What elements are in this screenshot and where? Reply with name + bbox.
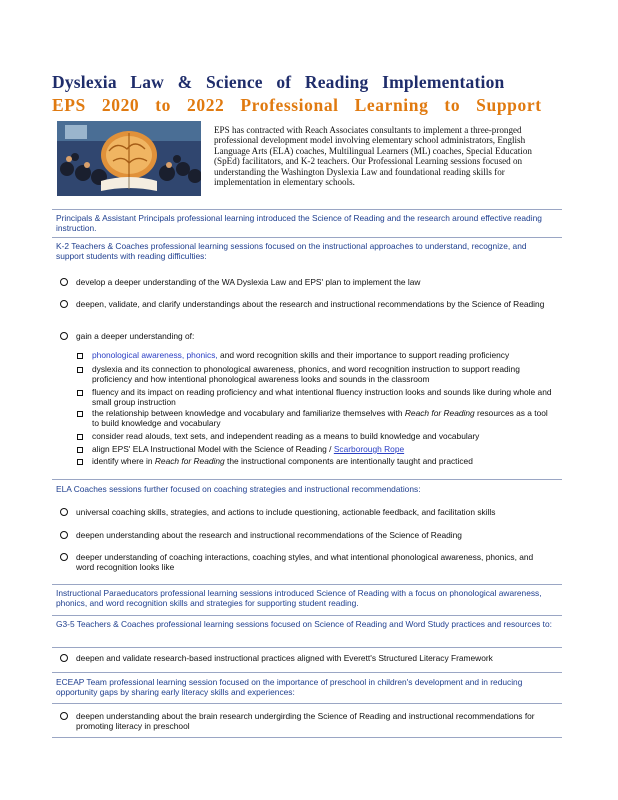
section-eceap [52,672,562,697]
title-line-1: Dyslexia Law & Science of Reading Implementation [52,72,505,92]
principals-text: Principals & Assistant Principals professional learning introduced the Science of Reading and the research around effective reading instruction. [56,213,542,233]
classroom-brain-image [57,121,201,196]
bullet-circle-icon [60,531,68,539]
section-paraeducators [52,584,562,608]
bullet-square-icon [77,367,83,373]
eceap-heading: ECEAP Team professional learning session focused on the importance of preschool in children's development and in reducing opportunity gaps by sharing early literacy skills and experiences: [56,677,523,697]
bullet-square-icon [77,434,83,440]
para-text: Instructional Paraeducators professional learning sessions introduced Science of Reading with a focus on phonological awareness, phonics, and word recognition skills and strategies for supporting student reading. [56,588,542,608]
sub-list-item: the relationship between knowledge and vocabulary and familiarize themselves with Reach for Reading resources as a tool to build knowledge and vocabulary [92,409,552,428]
sub-list-item: align EPS' ELA Instructional Model with the Science of Reading / Scarborough Rope [92,445,552,455]
intro-paragraph: EPS has contracted with Reach Associates consultants to implement a three-pronged professional development model involving elementary school administrators, English Language Arts (ELA) coaches, Multilingual Learners (ML) coaches, Special Education (SpEd) facilitators, and K-2 teachers. Our Professional Learning sessions focused on understanding the Washington Dyslexia Law and foundational reading skills for implementation in elementary schools. [214,125,532,188]
list-item: develop a deeper understanding of the WA Dyslexia Law and EPS' plan to implement the law [76,277,546,287]
list-item: gain a deeper understanding of: [76,331,546,341]
list-item: deepen and validate research-based instructional practices aligned with Everett's Structured Literacy Framework [76,653,546,663]
divider [52,647,562,648]
bullet-square-icon [77,390,83,396]
bullet-circle-icon [60,332,68,340]
sub-list-item: dyslexia and its connection to phonological awareness, phonics, and word recognition instruction to support reading proficiency and how intentional phonological awareness looks and sounds in the classroom [92,365,552,384]
list-item: deepen, validate, and clarify understandings about the research and instructional recommendations by the Science of Reading [76,299,546,309]
list-item: deeper understanding of coaching interactions, coaching styles, and what intentional phonological awareness, phonics, and word recognition looks like [76,552,546,572]
sub-list-item: identify where in Reach for Reading the instructional components are intentionally taught and practiced [92,457,552,467]
section-principals [52,209,562,233]
sub-list-item: phonological awareness, phonics, and word recognition skills and their importance to support reading proficiency [92,351,552,361]
hero-illustration-icon [57,121,201,196]
sub-list-item: fluency and its impact on reading proficiency and what intentional fluency instruction looks and sounds like during whole and small group instruction [92,388,552,407]
bullet-circle-icon [60,712,68,720]
divider [52,703,562,704]
bullet-square-icon [77,353,83,359]
bullet-circle-icon [60,300,68,308]
ela-heading: ELA Coaches sessions further focused on coaching strategies and instructional recommendations: [56,484,421,494]
divider [52,737,562,738]
bullet-circle-icon [60,654,68,662]
bullet-square-icon [77,447,83,453]
section-g35 [52,615,562,629]
sub-list-item: consider read alouds, text sets, and independent reading as a means to build knowledge and vocabulary [92,432,552,442]
bullet-circle-icon [60,278,68,286]
bullet-square-icon [77,459,83,465]
list-item: universal coaching skills, strategies, and actions to include questioning, actionable feedback, and facilitation skills [76,507,546,517]
section-k2 [52,237,562,261]
bullet-circle-icon [60,508,68,516]
list-item: deepen understanding about the brain research undergirding the Science of Reading and instructional recommendations for promoting literacy in preschool [76,711,546,731]
bullet-circle-icon [60,553,68,561]
bullet-square-icon [77,411,83,417]
scarborough-rope-link[interactable]: Scarborough Rope [333,444,405,454]
g35-heading: G3-5 Teachers & Coaches professional learning sessions focused on Science of Reading and Word Study practices and resources to: [56,619,552,629]
list-item: deepen understanding about the research and instructional recommendations of the Science of Reading [76,530,546,540]
section-ela [52,479,562,494]
k2-heading: K-2 Teachers & Coaches professional learning sessions focused on the instructional approaches to understand, recognize, and support students with reading difficulties: [56,241,527,261]
title-line-2: EPS 2020 to 2022 Professional Learning to Support [52,95,542,115]
